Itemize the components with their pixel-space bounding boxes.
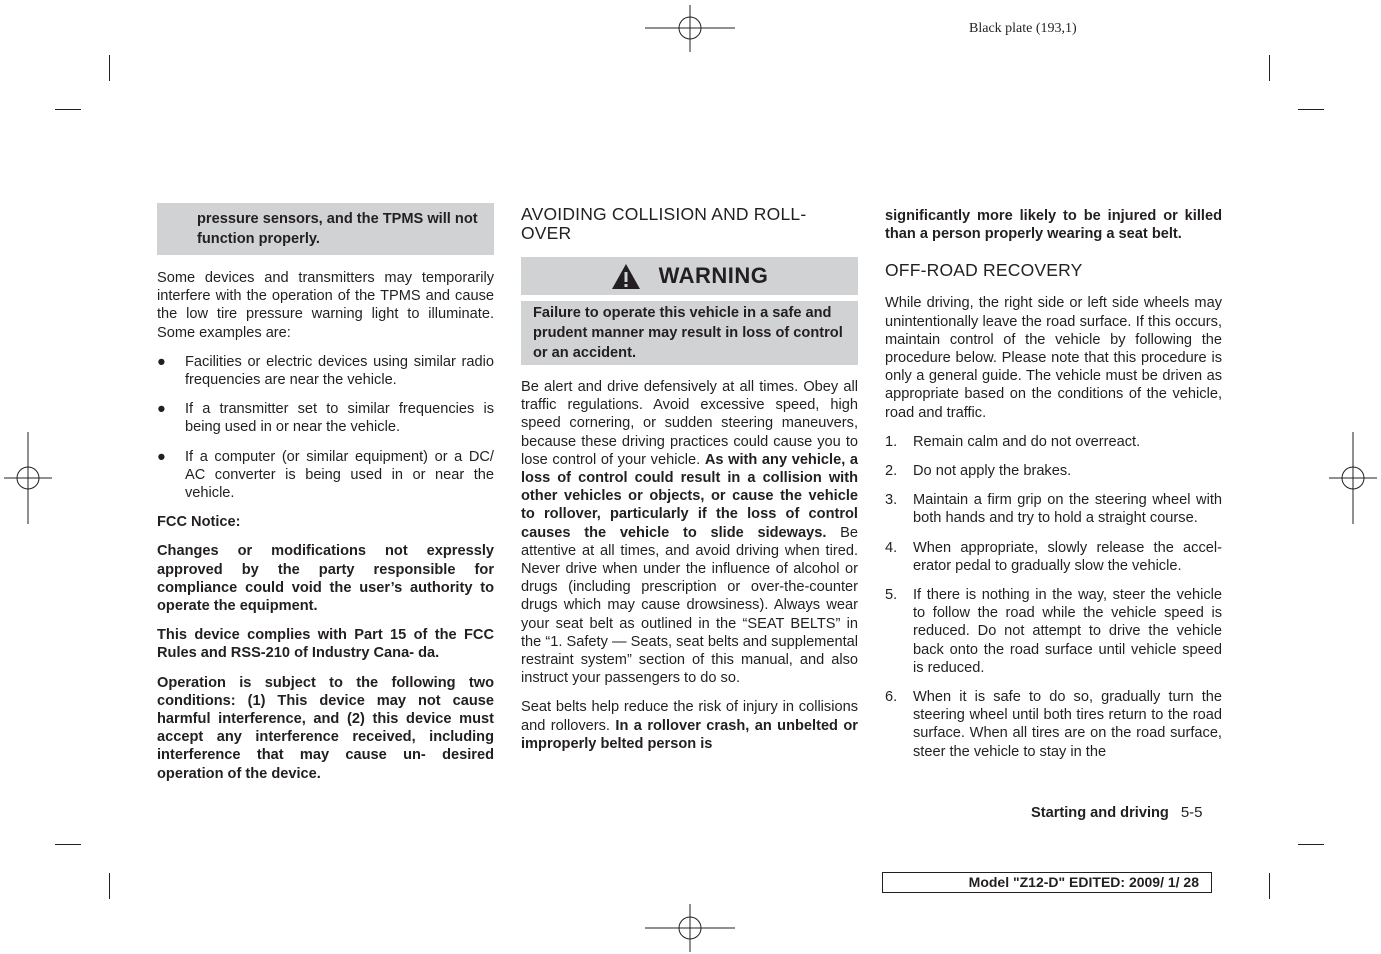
list-item: 4. When appropriate, slowly release the accel- erator pedal to gradually slow the vehicle. bbox=[885, 539, 1222, 574]
list-item: 5. If there is nothing in the way, steer the vehicle to follow the road while the vehicle speed is reduced. Do not attempt to drive the vehicle back onto the road surface until vehicle speed is reduced. bbox=[885, 587, 1222, 676]
list-item: 2. Do not apply the brakes. bbox=[885, 463, 1072, 480]
interference-list bbox=[157, 353, 494, 502]
bullet-icon: ● bbox=[157, 448, 166, 465]
bullet-icon: ● bbox=[157, 401, 166, 418]
list-item: ● Facilities or electric devices using similar radio frequencies are near the vehicle. bbox=[157, 353, 494, 389]
warning-label: WARNING bbox=[658, 262, 769, 288]
section-heading-collision: AVOIDING COLLISION AND ROLL- OVER bbox=[521, 204, 807, 243]
fcc-paragraph-1: Changes or modifications not expressly approved by the party responsible for compliance could void the user’s authority to operate the equipment. bbox=[157, 543, 494, 615]
tpms-note-box: pressure sensors, and the TPMS will not function properly. bbox=[157, 203, 494, 255]
registration-mark-right-icon bbox=[1325, 432, 1381, 524]
page-number: 5-5 bbox=[1180, 804, 1203, 821]
seatbelt-paragraph: Seat belts help reduce the risk of injury in collisions and rollovers. In a rollover crash, an unbelted or improperly belted person is bbox=[521, 699, 858, 752]
list-item: ● If a transmitter set to similar frequencies is being used in or near the vehicle. bbox=[157, 401, 494, 436]
registration-mark-left-icon bbox=[0, 432, 56, 524]
registration-mark-bottom-icon bbox=[645, 898, 735, 954]
off-road-intro: While driving, the right side or left side wheels may unintentionally leave the road surface. If this occurs, maintain control of the vehicle by following the procedure below. Please note that this procedure is only a general guide. The vehicle must be driven as appropriate based on the conditions of the vehicle, road and traffic. bbox=[885, 295, 1222, 421]
fcc-title: FCC Notice: bbox=[157, 514, 241, 531]
tpms-intro-paragraph: Some devices and transmitters may temporarily interfere with the operation of the TPMS and cause the low tire pressure warning light to illuminate. Some examples are: bbox=[157, 270, 494, 341]
list-item: 6. When it is safe to do so, gradually turn the steering wheel until both tires return to the road surface. When all tires are on the road surface, steer the vehicle to stay in the bbox=[885, 689, 1222, 760]
driving-paragraph: Be alert and drive defensively at all times. Obey all traffic regulations. Avoid excessive speed, high speed cornering, or sudden steering maneuvers, because these driving practices could cause you to lose control of your vehicle. As with any vehicle, a loss of control could result in a collision with other vehicles or objects, or cause the vehicle to rollover, particularly if the loss of control causes the vehicle to slide sideways. Be attentive at all times, and avoid driving when tired. Never drive when under the influence of alcohol or drugs (including prescription or over-the-counter drugs which may cause drowsiness). Always wear your seat belt as outlined in the “SEAT BELTS” in the “1. Safety — Seats, seat belts and supplemental restraint system” section of this manual, and also instruct your passengers to do so. bbox=[521, 379, 859, 687]
warning-header bbox=[521, 257, 858, 295]
section-name: Starting and driving bbox=[1031, 805, 1169, 821]
fcc-paragraph-3: Operation is subject to the following two conditions: (1) This device may not cause harmful interference, and (2) this device must accept any interference received, including interference that may cause un- desired operation of the device. bbox=[157, 674, 494, 782]
warning-triangle-icon bbox=[611, 263, 641, 290]
column-middle bbox=[521, 205, 858, 764]
list-item: ● If a computer (or similar equipment) or a DC/ AC converter is being used in or near the vehicle. bbox=[157, 448, 494, 502]
plate-label: Black plate (193,1) bbox=[969, 21, 1077, 36]
list-item: 1. Remain calm and do not overreact. bbox=[885, 433, 1141, 450]
section-heading-off-road: OFF-ROAD RECOVERY bbox=[885, 260, 1083, 281]
list-item: 3. Maintain a firm grip on the steering wheel with both hands and try to hold a straight course. bbox=[885, 492, 1222, 527]
fcc-paragraph-2: This device complies with Part 15 of the FCC Rules and RSS-210 of Industry Cana- da. bbox=[157, 627, 494, 662]
recovery-steps bbox=[885, 433, 1222, 761]
registration-mark-top-icon bbox=[645, 0, 735, 60]
warning-text: Failure to operate this vehicle in a safe and prudent manner may result in loss of control or an accident. bbox=[521, 301, 858, 365]
column-right bbox=[885, 207, 1222, 772]
seatbelt-continuation: significantly more likely to be injured or killed than a person properly wearing a seat belt. bbox=[885, 208, 1222, 243]
column-left bbox=[157, 203, 494, 794]
page-footer bbox=[1031, 804, 1203, 821]
bullet-icon: ● bbox=[157, 353, 166, 370]
model-edit-box: Model "Z12-D" EDITED: 2009/ 1/ 28 bbox=[882, 872, 1212, 893]
